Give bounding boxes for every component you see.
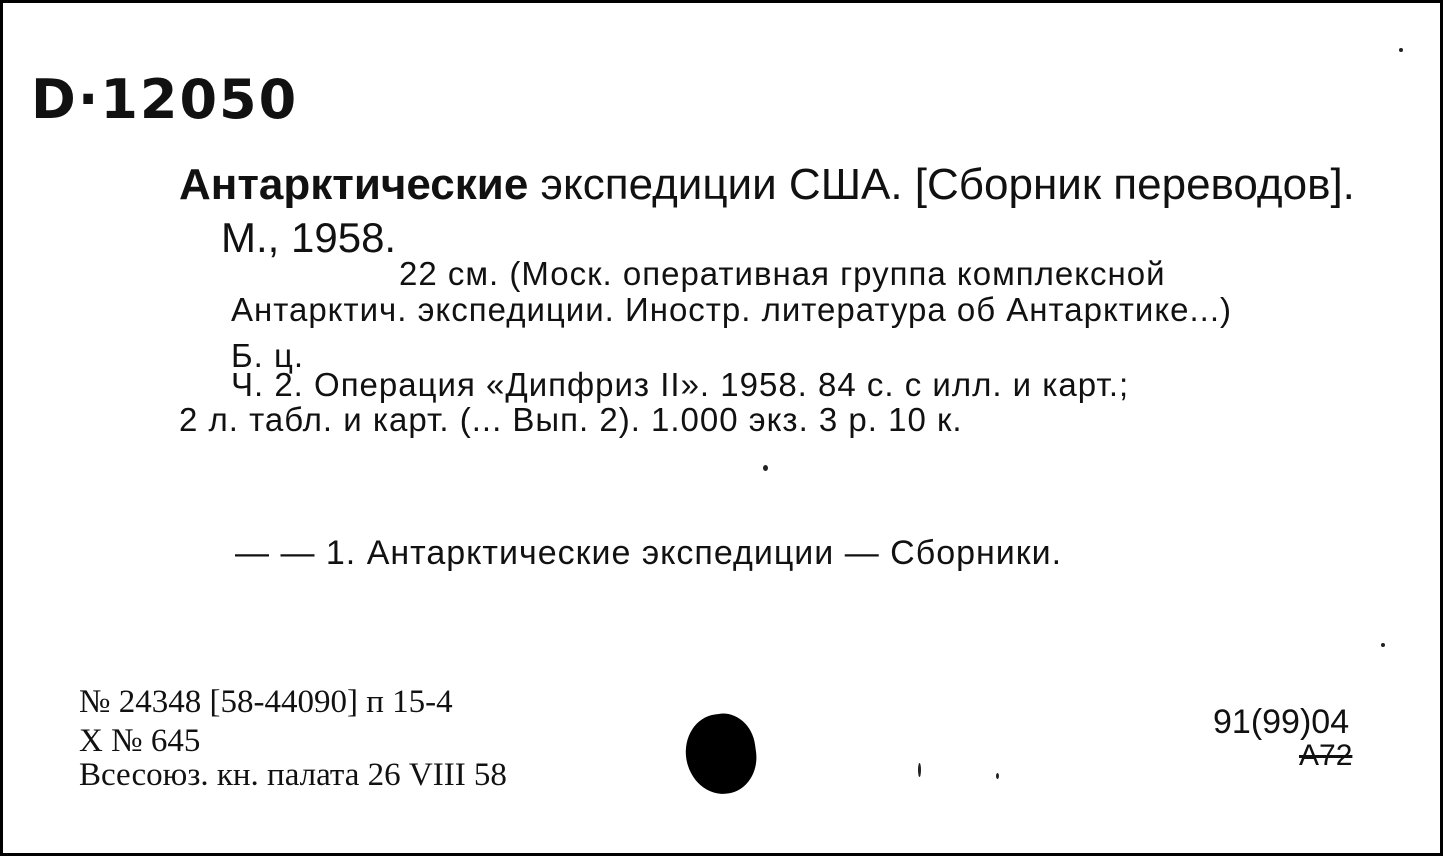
footer-line-1: № 24348 [58-44090] п 15-4 bbox=[79, 684, 453, 720]
description-line-2: Антарктич. экспедиции. Иностр. литература об Антарктике...) bbox=[231, 291, 1232, 328]
classification-code: 91(99)04 bbox=[1213, 703, 1350, 741]
struck-code: A72 bbox=[1299, 739, 1353, 772]
speck bbox=[918, 763, 921, 777]
speck bbox=[1399, 48, 1403, 52]
description-line-4: Ч. 2. Операция «Дипфриз II». 1958. 84 с. с илл. и карт.; bbox=[231, 366, 1130, 403]
call-number: D·12050 bbox=[31, 68, 299, 131]
footer-line-3: Всесоюз. кн. палата 26 VIII 58 bbox=[79, 757, 507, 793]
speck bbox=[763, 465, 768, 471]
speck bbox=[996, 773, 999, 779]
speck bbox=[1381, 643, 1385, 647]
description-line-1: 22 см. (Моск. оперативная группа комплексной bbox=[399, 255, 1166, 292]
ink-blot bbox=[681, 710, 761, 799]
title-line bbox=[179, 160, 1355, 209]
title-rest: экспедиции США. [Сборник переводов]. bbox=[528, 160, 1355, 209]
description-line-3: Б. ц. bbox=[231, 337, 305, 374]
footer-line-2: X № 645 bbox=[79, 723, 201, 759]
title-bold: Антарктические bbox=[179, 160, 529, 209]
place-year: М., 1958. bbox=[221, 214, 397, 261]
subject-heading: — — 1. Антарктические экспедиции — Сборники. bbox=[235, 534, 1063, 572]
description-line-5: 2 л. табл. и карт. (... Вып. 2). 1.000 экз. 3 р. 10 к. bbox=[179, 401, 963, 438]
